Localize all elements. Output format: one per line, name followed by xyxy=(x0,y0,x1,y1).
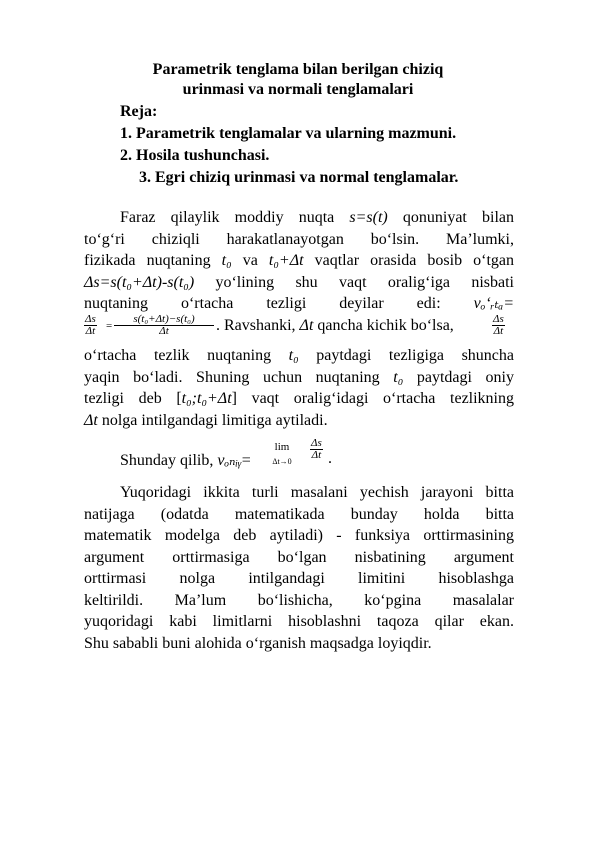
fraction-delta-s-delta-t: $\frac{\Delta s}{\Delta t}$ xyxy=(85,313,96,337)
paragraph-2 xyxy=(120,438,520,474)
limit-operator: lim Δt→0 xyxy=(272,441,292,466)
plan-item-3: 3. Egri chiziq urinmasi va normal tenglamalar. xyxy=(139,169,459,186)
p1-line-6-text: . Ravshanki, Δt qancha kichik bo‘lsa, xyxy=(216,317,454,334)
title-line-2: urinmasi va normali tenglamalari xyxy=(182,81,414,98)
paragraph-3 xyxy=(84,482,514,654)
paragraph-1 xyxy=(84,207,514,315)
fraction-displacement: $\frac{\text{s(t₀+Δt)−s(t₀)}}{\Delta t}$ xyxy=(114,314,214,337)
p3-line-6: keltirildi. Ma’lum bo‘lishicha, ko‘pgina masalalar xyxy=(84,591,514,609)
p1-line-1: Faraz qilaylik moddiy nuqta s=s(t) qonuniyat bilan xyxy=(120,209,514,226)
paragraph-1-continued xyxy=(84,345,514,431)
p3-line-1: Yuqoridagi ikkita turli masalani yechish jarayoni bitta xyxy=(120,484,514,501)
p3-line-2: natijaga (odatda matematikada bunday holda bitta xyxy=(84,505,514,523)
p1-line-5: nuqtaning o‘rtacha tezligi deyilar edi: vₒ‘ᵣₜₐ= xyxy=(84,295,514,312)
p1-line-7: o‘rtacha tezlik nuqtaning t₀ paytdagi tezligiga shuncha xyxy=(84,347,515,364)
p1-line-8: yaqin bo‘ladi. Shuning uchun nuqtaning t₀ paytdagi oniy xyxy=(84,368,514,386)
p2-text: Shunday qilib, vₒₙᵢᵧ= xyxy=(120,452,251,469)
fraction-limit: $\frac{\Delta s}{\Delta t}$ xyxy=(311,437,322,461)
p1-line-4: Δs=s(t₀+Δt)-s(t₀) yo‘lining shu vaqt oralig‘iga nisbati xyxy=(84,273,514,291)
p3-line-8: Shu sababli buni alohida o‘rganish maqsadga loyiqdir. xyxy=(84,634,432,652)
equals-sign: = xyxy=(106,320,113,332)
p3-line-5: orttirmasi nolga intilgandagi limitini hisoblashga xyxy=(84,570,514,587)
p2-end: . xyxy=(328,450,332,467)
p1-line-3: fizikada nuqtaning t₀ va t₀+Δt vaqtlar orasida bosib o‘tgan xyxy=(84,252,515,269)
velocity-formula-line xyxy=(84,312,514,342)
p1-line-9: tezligi deb [t₀;t₀+Δt] vaqt oralig‘idagi o‘rtacha tezlikning xyxy=(84,390,515,407)
plan-item-2: 2. Hosila tushunchasi. xyxy=(120,147,270,164)
p3-line-7: yuqoridagi kabi limitlarni hisoblashni taqoza qilar ekan. xyxy=(84,613,514,630)
fraction-average-velocity: $\frac{\Delta s}{\Delta t}$ xyxy=(493,313,504,337)
p3-line-3: matematik modelga deb aytiladi) - funksiya orttirmasining xyxy=(84,527,514,544)
plan-item-1: 1. Parametrik tenglamalar va ularning mazmuni. xyxy=(120,125,457,142)
plan-heading: Reja: xyxy=(120,103,158,120)
p1-line-2: to‘g‘ri chiziqli harakatlanayotgan bo‘lsin. Ma’lumki, xyxy=(84,230,514,248)
title-line-1: Parametrik tenglama bilan berilgan chiziq xyxy=(152,61,444,78)
p3-line-4: argument orttirmasiga bo‘lgan nisbatining argument xyxy=(84,548,514,566)
p1-line-10: Δt nolga intilgandagi limitiga aytiladi. xyxy=(84,411,328,429)
